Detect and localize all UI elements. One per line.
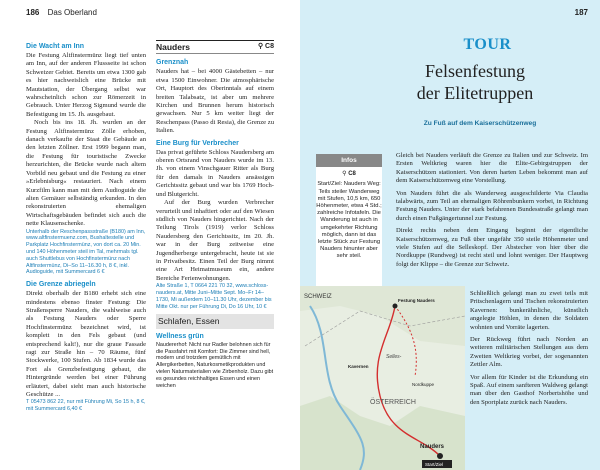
map-start-marker <box>437 453 443 459</box>
tour-p1: Gleich bei Nauders verläuft die Grenze zu Italien und zur Schweiz. Im Ersten Weltkrieg waren hier die Elite-Gebirgstruppen der Kaiserschützen stationiert. Von deren harten Leben bekommt man auf dem Kaiserschützenweg eine Vorstellung. <box>396 152 588 185</box>
tour-p5: Der Rückweg führt nach Norden an weiteren militärischen Stellungen aus dem Zweiten Weltkrieg vorbei, der sogenannten Zettler Alm. <box>470 336 588 369</box>
map-label-start: Start/Ziel <box>425 462 444 467</box>
map-fortress-marker <box>393 304 398 309</box>
map-label-fest: Festung Nauders <box>398 298 435 303</box>
info-box <box>316 154 382 286</box>
tour-title-line2: der Elitetruppen <box>416 83 534 103</box>
map-country2: ÖSTERREICH <box>370 399 416 406</box>
grenze-p1: Direkt oberhalb der B180 erhebt sich eine mindestens ebenso finster Festung: Die Straßensperre Nauders, die wahlweise auch als Festung Nauders oder Sperre Hochfinstermünz bezeichnet wird, ist komplett in den Fels gebaut (und entsprechend kalt!), nur die graue Fassade ragt zur Straße hin – 70 Räume, fünf Stockwerke, 100 Stufen. Ab 1834 wurde das Fort als Grenzbefestigung gebaut, die Hintergründe werden bei einer Führung erläutert, dabei sieht man auch historische Geschütze ... <box>26 290 146 398</box>
info-box-text: Start/Ziel: Nauders Weg: Teils steiler Wanderweg mit Stufen, 10,5 km, 650 Höhenmeter, etwa 4 Std.; zahlreiche Infotafeln. Die Wanderung ist auch in umgekehrter Richtung möglich, dann ist das letzte Stück zur Festung Nauders hinunter aber sehr steil. <box>316 181 382 260</box>
wacht-p1: Die Festung Altfinstermünz liegt tief unten am Inn, auf der anderen Flussseite ist schon Schweizer Gebiet. Bereits um etwa 1300 gab es hier nachweislich eine Brücke mit Mautstation, der Übergang selbst war wahrscheinlich schon zur Römerzeit in Gebrauch. Unter Herzog Sigmund wurde die Befestigung im 15. Jh. ausgebaut. <box>26 52 146 118</box>
right-page <box>300 0 600 470</box>
schlafen-title: Schlafen, Essen <box>156 314 274 328</box>
info-box-grid: ⚲ C8 <box>342 171 356 178</box>
map-label-kav: Kavernen <box>348 364 369 369</box>
grenze-info: T 05473 862 22, nur mit Führung Mi, So 15 h, 8 €, mit Summercard 6,40 € <box>26 399 146 413</box>
right-column-top <box>396 152 588 273</box>
tour-p6: Vor allem für Kinder ist die Erkundung ein Spaß. Auf einem sanfteren Waldweg gelangt man über den Gasthof Norbertshöhe und den Sportplatz zurück nach Nauders. <box>470 373 588 406</box>
map-country1: SCHWEIZ <box>304 294 332 300</box>
left-header-title: Das Oberland <box>47 8 97 17</box>
tour-title <box>360 60 590 104</box>
burg-info: Alte Straße 1, T 0664 221 70 32, www.schloss-nauders.at, Mitte Juni–Mitte Sept. Mo–Fr 14–1730, Mi außerdem 10–11.30 Uhr, dezember bis Mitte Okt. nur per Führung Di, Do 16 Uhr, 10 € <box>156 283 272 310</box>
grenze-heading: Die Grenze abriegeln <box>26 281 96 289</box>
burg-p1: Das privat geführte Schloss Naudersberg am oberen Ortsrand von Nauders wurde im 13. Jh. von einem Vinschgauer Ritter als Burg für den damals in Nauders ansässigen Gerichtssitz gebaut und war bis 1769 Hoch- und Blutgericht. <box>156 148 274 198</box>
wellness-heading: Wellness grün <box>156 332 204 340</box>
tour-p2: Von Nauders führt die als Wanderweg ausgeschilderte Via Claudia talabwärts, zum Teil an ehemaligen Röhrenbunkern vorbei, in Richtung Festung Nauders. Unter der stark befahrenen Bundesstraße gelangt man durch einen Fußgängertunnel zur Festung. <box>396 189 588 222</box>
left-column-1 <box>26 40 146 413</box>
burg-heading: Eine Burg für Verbrecher <box>156 139 239 147</box>
right-page-number: 187 <box>574 8 588 17</box>
tour-p4: Schließlich gelangt man zu zwei teils mit Pritschenlagern und Tischen rekonstruierten Kavernen: bunkerähnliche, künstlich angelegte Höhlen, in denen die Soldaten wohnten und Vorräte lagerten. <box>470 290 588 331</box>
tour-title-line1: Felsenfestung <box>425 61 525 81</box>
tour-label: TOUR <box>463 36 512 53</box>
wacht-p2: Noch bis ins 18. Jh. wurden an der Festung Altfinstermünz Zölle erhoben, danach verkaufte der Staat die Gebäude an den letzten Zöllner. Erst 1999 begann man, die Festung für touristische Zwecke herzurichten, die Brücke wurde nach altem Vorbild neu gebaut und die Festung zu einer »Erlebnisburg« restauriert. Nach einem Kurzfilm kann man mit dem Audioguide die alten Gemäuer selbständig erkunden. In den rekonstruierten ehemaligen Wirtschaftsgebäuden befindet sich auch die nette Klausenschenke. <box>26 119 146 228</box>
tour-map <box>300 286 465 470</box>
map-label-nordkuppe: Nordkuppe <box>412 382 435 387</box>
wellness-text: Naudererhof: Nicht nur Radler belohnen sich für die Passfahrt mit Komfort: Die Zimmer sind hell, modern und trotzdem gemütlich mit Allergikerbetten, Naturkosmetikprodukten und vielen Naturmaterialien wie Zirbenholz. Dazu gibt es gesundes reichhaltiges Essen und einen weichen <box>156 341 274 389</box>
info-box-heading: Infos <box>316 154 382 167</box>
nauders-title: Nauders <box>156 42 191 52</box>
right-column-bottom <box>470 290 588 411</box>
right-header <box>575 8 588 17</box>
wacht-info: Unterhalb der Reschenpassstraße (B180) am Inn, www.altfinstermuenz.com, Bushaltestelle und Parkplatz Hochfinstermünz, von dort ca. 20 Min. und 140 Höhenmeter steil im Tal, mehrmals tgl. auch Shuttlebus von Hochfinstermünz nach Altfinstermünz, Di–So 11–16.30 h, 8 €, inkl. Audioguide, mit Summercard 6 € <box>26 228 146 276</box>
grenznah-heading: Grenznah <box>156 59 189 67</box>
map-label-selles: Selles- <box>386 354 402 360</box>
location-pin-icon: ⚲ <box>342 171 347 178</box>
nauders-box <box>156 40 274 54</box>
grenznah-text: Nauders hat – bei 4000 Gästebetten – nur etwa 1500 Einwohner. Die atmosphärische Ort, Hauptort des Oberinntals auf einem breiten Talabsatz, ist aber um mehrere Kirchen und Brunnen herum historisch gewachsen. Nur 5 km weiter liegt der Reschenpass (Passo di Resia), die Grenze zu Italien. <box>156 68 274 135</box>
left-header <box>26 8 97 17</box>
wacht-heading: Die Wacht am Inn <box>26 43 85 50</box>
tour-p3: Direkt rechts neben dem Eingang beginnt der eigentliche Kaiserschützenweg, zu Fuß über ungefähr 350 steile Höhenmeter und viele Stufen auf die Selleskopf. Der Abstecher von hier über die Nordkuppe (Rundweg) ist recht steil und lohnt weniger. Der Hauptweg folgt der Klippe – die Grenze zur Schweiz. <box>396 227 588 268</box>
tour-subtitle: Zu Fuß auf dem Kaiserschützenweg <box>423 120 537 127</box>
left-column-2 <box>156 40 274 389</box>
left-page-number: 186 <box>26 8 40 17</box>
burg-p2: Auf der Burg wurden Verbrecher verurteilt und inhaftiert oder auf den Wiesen südlich von Nauders hingerichtet. Nach der Teilung Tirols (1919) verlor Schloss Naudersberg den Gerichtssitz, im 20. Jh. war in der Burg zeitweise eine Jugendherberge untergebracht, heute ist sie in Privatbesitz. Einen Teil der Burg nimmt eine Art Heimatmuseum ein, andere Bereiche Ferienwohnungen. <box>156 199 274 282</box>
nauders-grid: ⚲ C8 <box>257 43 274 50</box>
location-pin-icon: ⚲ <box>257 43 264 50</box>
map-label-nauders: Nauders <box>420 444 445 450</box>
